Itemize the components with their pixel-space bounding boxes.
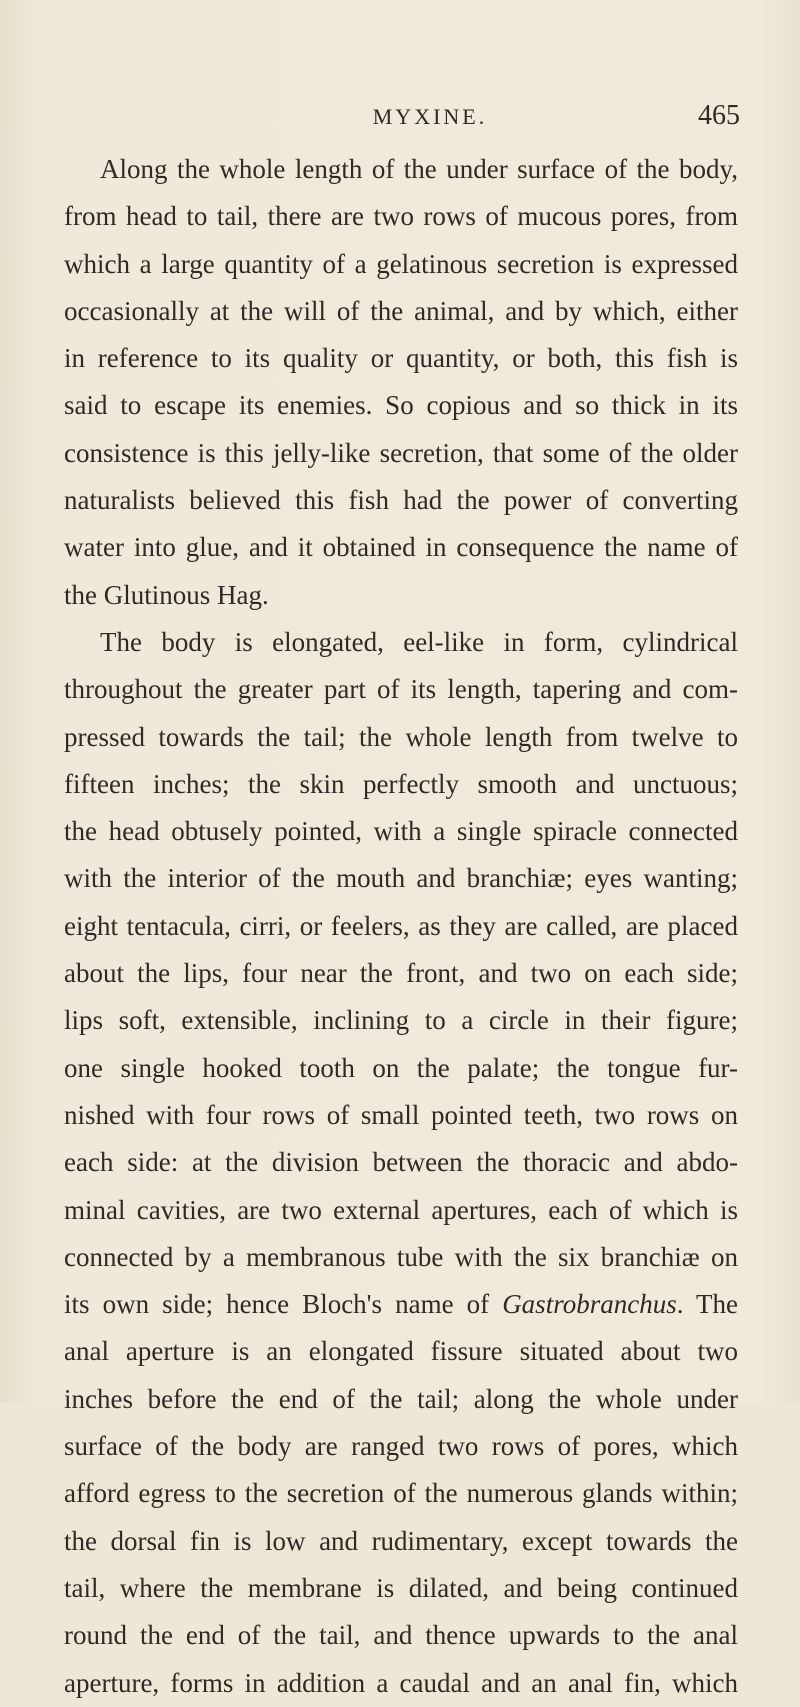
text-line: pressed towards the tail; the whole length from twelve to	[64, 721, 738, 752]
text-line: aperture, forms in addition a caudal and an anal fin, which	[64, 1667, 738, 1698]
text-line-with-italic	[64, 1281, 738, 1328]
text-segment: its own side; hence Bloch's name of	[64, 1289, 503, 1320]
text-line: eight tentacula, cirri, or feelers, as they are called, are placed	[64, 910, 738, 941]
text-line: anal aperture is an elongated fissure situated about two	[64, 1336, 738, 1367]
text-line: consistence is this jelly-like secretion, that some of the older	[64, 437, 738, 468]
running-title: MYXINE.	[372, 104, 488, 129]
text-line: inches before the end of the tail; along the whole under	[64, 1383, 738, 1414]
text-line: occasionally at the will of the animal, and by which, either	[64, 295, 738, 326]
text-line: afford egress to the secretion of the numerous glands within;	[64, 1478, 738, 1509]
text-line: naturalists believed this fish had the power of converting	[64, 485, 738, 516]
text-segment: . The	[676, 1289, 738, 1320]
text-line: The body is elongated, eel-like in form, cylindrical	[100, 626, 738, 657]
text-line: tail, where the membrane is dilated, and being continued	[64, 1572, 738, 1603]
page-header	[120, 100, 740, 144]
text-line: round the end of the tail, and thence upwards to the anal	[64, 1620, 738, 1651]
text-line: said to escape its enemies. So copious and so thick in its	[64, 390, 738, 421]
text-line: connected by a membranous tube with the six branchiæ on	[64, 1241, 738, 1272]
text-line: water into glue, and it obtained in consequence the name of	[64, 532, 738, 563]
italic-term: Gastrobranchus	[502, 1289, 677, 1320]
text-line: which a large quantity of a gelatinous secretion is expressed	[64, 248, 738, 279]
text-line: with the interior of the mouth and branchiæ; eyes wanting;	[64, 863, 738, 894]
text-line: from head to tail, there are two rows of mucous pores, from	[64, 201, 738, 232]
text-line: the Glutinous Hag.	[64, 579, 269, 610]
text-line: one single hooked tooth on the palate; the tongue fur-	[64, 1052, 738, 1083]
text-line: Along the whole length of the under surface of the body,	[100, 154, 738, 184]
text-line: nished with four rows of small pointed teeth, two rows on	[64, 1099, 738, 1130]
text-line: fifteen inches; the skin perfectly smooth and unctuous;	[64, 768, 738, 799]
text-line: in reference to its quality or quantity, or both, this fish is	[64, 343, 738, 374]
page-number: 465	[698, 100, 740, 131]
text-line: minal cavities, are two external apertures, each of which is	[64, 1194, 738, 1225]
text-line: the dorsal fin is low and rudimentary, except towards the	[64, 1525, 738, 1556]
text-line: about the lips, four near the front, and two on each side;	[64, 958, 738, 989]
text-line: each side: at the division between the thoracic and abdo-	[64, 1147, 738, 1178]
text-line: the head obtusely pointed, with a single spiracle connected	[64, 816, 738, 847]
body-text	[64, 146, 738, 1707]
text-line: throughout the greater part of its length, tapering and com-	[64, 674, 738, 705]
text-line: lips soft, extensible, inclining to a circle in their figure;	[64, 1005, 738, 1036]
text-line: surface of the body are ranged two rows of pores, which	[64, 1431, 738, 1462]
